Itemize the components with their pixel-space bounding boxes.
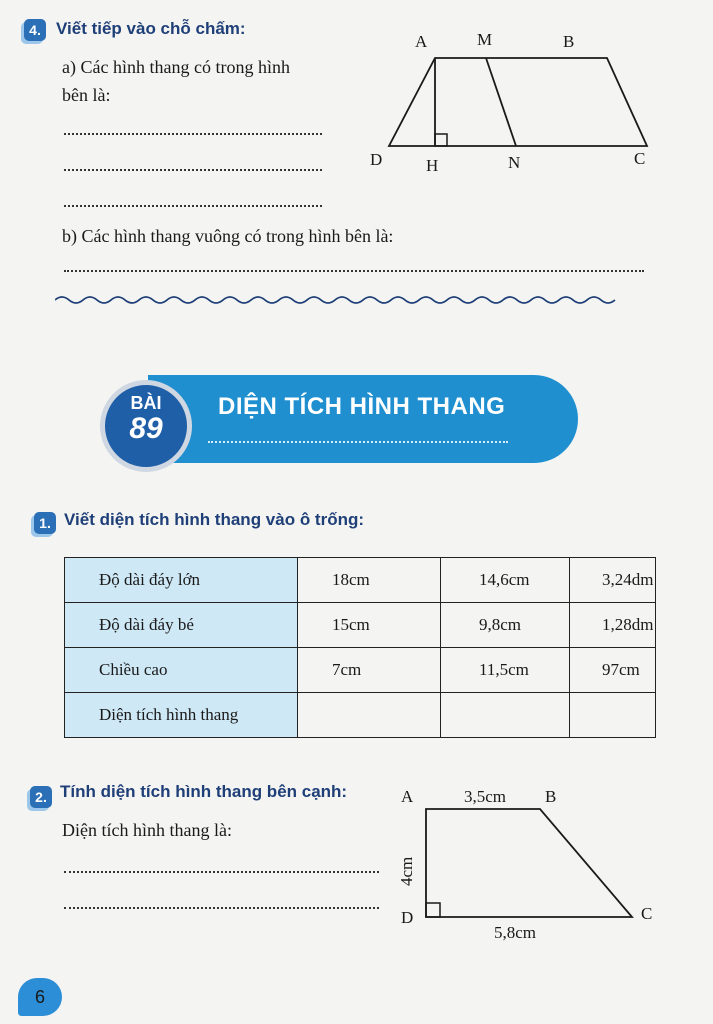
q4-part-a-line2: bên là: (62, 85, 111, 105)
q4-label-M: M (477, 30, 493, 49)
table-row (65, 558, 656, 603)
question-2-number: 2. (30, 786, 52, 808)
answer-cell[interactable] (570, 693, 656, 738)
q4-answer-line-3[interactable] (64, 205, 322, 207)
trapezoid-data-table (64, 557, 656, 738)
q2-trapezoid-figure (420, 805, 640, 925)
lesson-number: 89 (129, 412, 163, 445)
lesson-title: DIỆN TÍCH HÌNH THANG (218, 393, 506, 420)
q2-label-B: B (545, 787, 557, 806)
q4-label-A: A (415, 32, 428, 51)
table-cell: 1,28dm (570, 603, 656, 648)
q2-label-C: C (641, 904, 653, 923)
q4-label-H: H (426, 156, 439, 175)
row-header: Chiều cao (65, 648, 298, 693)
q2-answer-label: Diện tích hình thang là: (62, 820, 232, 840)
q4-part-b-answer-line[interactable] (64, 270, 644, 272)
lesson-word: BÀI (130, 393, 162, 413)
table-row (65, 648, 656, 693)
q2-label-top-base: 3,5cm (464, 787, 507, 806)
q4-trapezoid-figure (385, 50, 655, 160)
q4-answer-line-2[interactable] (64, 169, 322, 171)
table-cell: 18cm (298, 558, 441, 603)
table-cell: 11,5cm (441, 648, 570, 693)
table-cell: 9,8cm (441, 603, 570, 648)
question-4-title: Viết tiếp vào chỗ chấm: (56, 19, 246, 38)
banner-dotted-line (208, 441, 508, 443)
q4-label-N: N (508, 153, 521, 172)
answer-cell[interactable] (441, 693, 570, 738)
wavy-divider (55, 292, 625, 308)
row-header: Độ dài đáy bé (65, 603, 298, 648)
q4-answer-line-1[interactable] (64, 133, 322, 135)
question-2-title: Tính diện tích hình thang bên cạnh: (60, 782, 348, 801)
row-header: Diện tích hình thang (65, 693, 298, 738)
question-1-number: 1. (34, 512, 56, 534)
q4-part-b: b) Các hình thang vuông có trong hình bên là: (62, 226, 394, 246)
lesson-banner (148, 375, 578, 463)
table-cell: 3,24dm (570, 558, 656, 603)
question-1-title: Viết diện tích hình thang vào ô trống: (64, 510, 365, 529)
q2-label-D: D (401, 908, 414, 927)
lesson-badge (100, 380, 192, 472)
q2-label-height: 4cm (397, 856, 416, 886)
answer-cell[interactable] (298, 693, 441, 738)
q2-label-A: A (401, 787, 414, 806)
q4-label-C: C (634, 149, 646, 168)
question-4-number: 4. (24, 19, 46, 41)
q4-label-D: D (370, 150, 383, 169)
q2-answer-line-1[interactable] (64, 871, 379, 873)
row-header: Độ dài đáy lớn (65, 558, 298, 603)
q2-label-bottom-base: 5,8cm (494, 923, 537, 942)
q2-answer-line-2[interactable] (64, 907, 379, 909)
table-cell: 14,6cm (441, 558, 570, 603)
table-cell: 97cm (570, 648, 656, 693)
page-number: 6 (18, 978, 62, 1016)
table-row (65, 603, 656, 648)
table-row (65, 693, 656, 738)
table-cell: 7cm (298, 648, 441, 693)
q4-label-B: B (563, 32, 575, 51)
table-cell: 15cm (298, 603, 441, 648)
q4-part-a-line1: a) Các hình thang có trong hình (62, 57, 290, 77)
